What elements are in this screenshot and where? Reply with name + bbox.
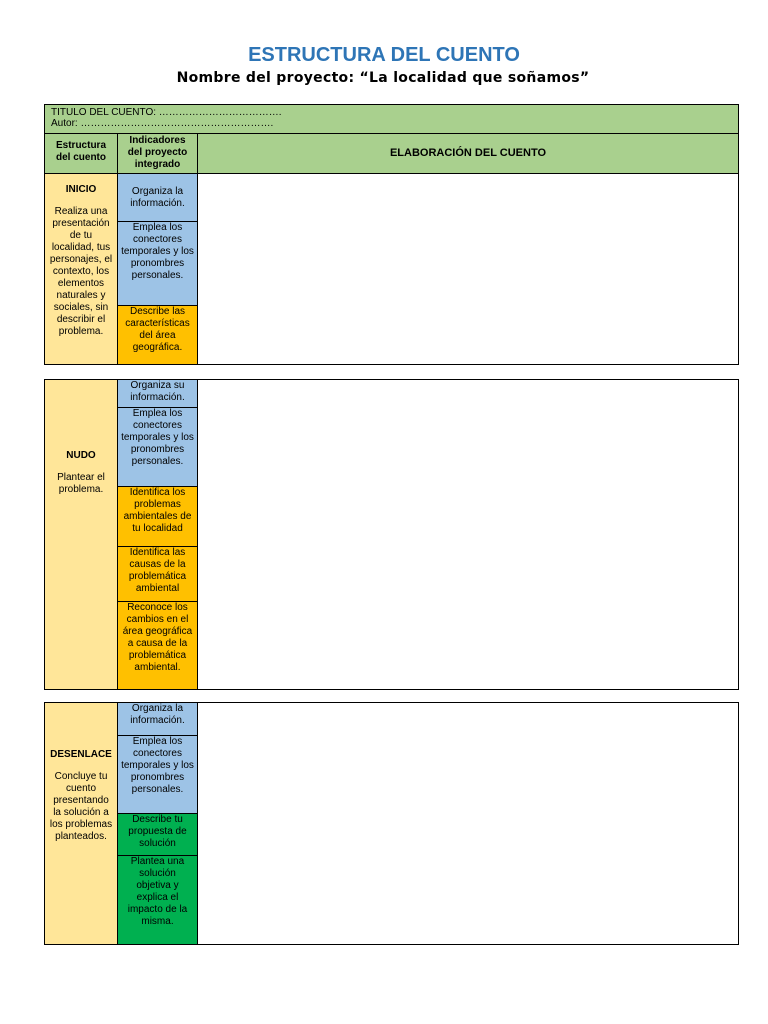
- story-writing-area-desenlace[interactable]: [197, 703, 738, 944]
- title-author-row: [45, 105, 738, 134]
- indicator-nudo-1: Organiza su información.: [117, 380, 197, 408]
- stage-nudo: [45, 380, 117, 689]
- stage-nudo-description: Plantear el problema.: [57, 472, 105, 495]
- stage-inicio-title: INICIO: [65, 184, 97, 195]
- indicator-inicio-3: Describe las características del área geográfica.: [117, 306, 197, 364]
- story-writing-area-inicio[interactable]: [197, 174, 738, 364]
- stage-desenlace: [45, 703, 117, 944]
- indicator-desenlace-4: Plantea una solución objetiva y explica el impacto de la misma.: [117, 856, 197, 944]
- indicator-nudo-2: Emplea los conectores temporales y los pronombres personales.: [117, 408, 197, 487]
- stage-inicio: [45, 174, 117, 364]
- indicator-desenlace-1: Organiza la información.: [117, 703, 197, 736]
- column-header-estructura: Estructura del cuento: [45, 134, 117, 174]
- stage-inicio-description: Realiza una presentación de tu localidad, tus personajes, el contexto, los elementos naturales y sociales, sin describir el problema.: [49, 206, 113, 337]
- indicator-desenlace-2: Emplea los conectores temporales y los pronombres personales.: [117, 736, 197, 814]
- indicator-nudo-4: Identifica las causas de la problemática ambiental: [117, 547, 197, 602]
- document-title: ESTRUCTURA DEL CUENTO: [248, 44, 520, 66]
- indicator-inicio-1: Organiza la información.: [117, 174, 197, 222]
- stage-nudo-title: NUDO: [66, 450, 96, 461]
- desenlace-section-table: [44, 702, 739, 945]
- stage-desenlace-description: Concluye tu cuento presentando la solución a los problemas planteados.: [49, 771, 113, 842]
- indicator-desenlace-3: Describe tu propuesta de solución: [117, 814, 197, 856]
- story-writing-area-nudo[interactable]: [197, 380, 738, 689]
- indicator-inicio-2: Emplea los conectores temporales y los pronombres personales.: [117, 222, 197, 306]
- column-header-indicadores: Indicadores del proyecto integrado: [117, 134, 197, 174]
- indicator-nudo-3: Identifica los problemas ambientales de tu localidad: [117, 487, 197, 547]
- inicio-section-table: [44, 104, 739, 365]
- story-title-line: TITULO DEL CUENTO: ……………………………….: [51, 107, 282, 118]
- column-header-elaboracion: ELABORACIÓN DEL CUENTO: [197, 134, 738, 174]
- nudo-section-table: [44, 379, 739, 690]
- project-name: Nombre del proyecto: “La localidad que soñamos”: [176, 70, 590, 86]
- author-line: Autor: ………………………………………………….: [51, 118, 274, 129]
- stage-desenlace-title: DESENLACE: [50, 749, 112, 760]
- indicator-nudo-5: Reconoce los cambios en el área geográfica a causa de la problemática ambiental.: [117, 602, 197, 689]
